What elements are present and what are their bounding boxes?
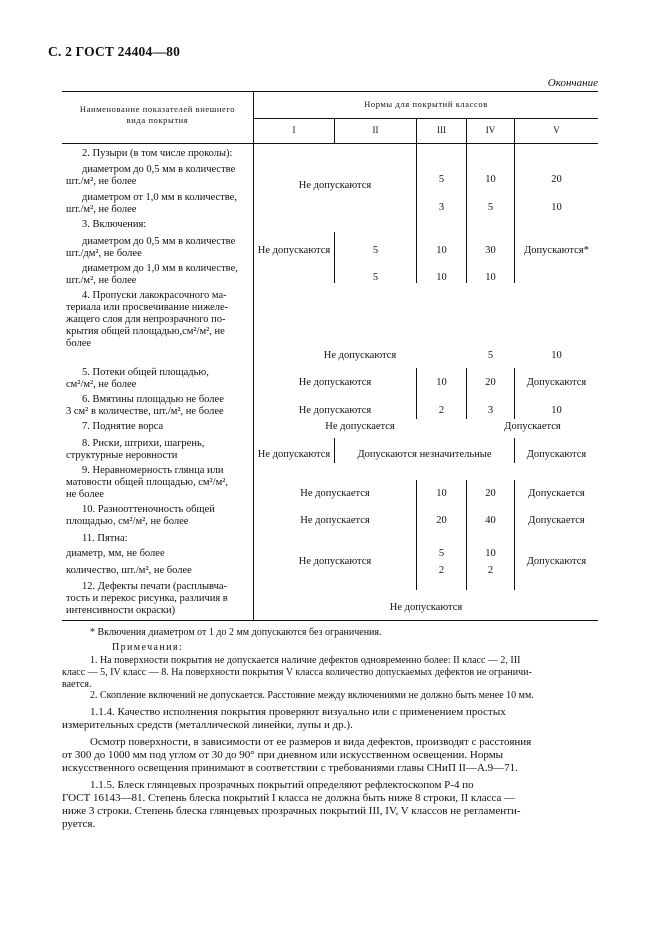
row-inclusions-title: 3. Включения: bbox=[82, 219, 147, 230]
row-shade-line2: площадью, см²/м², не более bbox=[66, 516, 189, 527]
row-spots-title: 11. Пятна: bbox=[82, 533, 128, 544]
cell-inclusions-a-ii: 5 bbox=[372, 245, 379, 256]
cell-bubbles-b-v: 10 bbox=[551, 202, 562, 213]
cell-print-not-allowed: Не допускаются bbox=[389, 602, 463, 613]
class-label-i: I bbox=[292, 125, 296, 135]
cell-drips-not-allowed: Не допускаются bbox=[298, 377, 372, 388]
cell-bubbles-b-iii: 3 bbox=[438, 202, 445, 213]
row-inclusions-b-line1: диаметром до 1,0 мм в количестве, bbox=[82, 263, 238, 274]
row-dents-line1: 6. Вмятины площадью не более bbox=[82, 394, 224, 405]
cell-scratches-class1: Не допускаются bbox=[257, 449, 331, 460]
cell-drips-v: Допускаются bbox=[526, 377, 587, 388]
cell-spots-a-iii: 5 bbox=[438, 548, 445, 559]
cell-shade-v: Допускается bbox=[528, 515, 585, 526]
cell-nap-not-allowed: Не допускается bbox=[325, 421, 395, 432]
row-spots-count: количество, шт./м², не более bbox=[66, 565, 192, 576]
row-bubbles-title: 2. Пузыри (в том числе проколы): bbox=[82, 148, 233, 159]
cell-skips-iv: 5 bbox=[487, 350, 494, 361]
row-scratches-line1: 8. Риски, штрихи, шагрень, bbox=[82, 438, 205, 449]
row-scratches-line2: структурные неровности bbox=[66, 450, 178, 461]
cell-inclusions-a-iii: 10 bbox=[436, 245, 447, 256]
cell-inclusions-b-iv: 10 bbox=[485, 272, 496, 283]
cell-drips-iv: 20 bbox=[485, 377, 496, 388]
cell-gloss-v: Допускается bbox=[528, 488, 585, 499]
cell-inclusions-b-iii: 10 bbox=[436, 272, 447, 283]
row-spots-diameter: диаметр, мм, не более bbox=[66, 548, 165, 559]
row-shade-line1: 10. Разнооттеночность общей bbox=[82, 504, 215, 515]
row-bubbles-a-line2: шт./м², не более bbox=[66, 176, 137, 187]
footnote: * Включения диаметром от 1 до 2 мм допускаются без ограничения. bbox=[90, 627, 382, 638]
row-nap-label: 7. Поднятие ворса bbox=[82, 421, 164, 432]
cell-inclusions-a-iv: 30 bbox=[485, 245, 496, 256]
cell-drips-iii: 10 bbox=[436, 377, 447, 388]
cell-dents-iv: 3 bbox=[487, 405, 494, 416]
row-drips-line2: см²/м², не более bbox=[66, 379, 137, 390]
class-label-iii: III bbox=[437, 125, 446, 135]
cell-spots-b-iii: 2 bbox=[438, 565, 445, 576]
row-dents-line2: 3 см² в количестве, шт./м², не более bbox=[66, 406, 224, 417]
cell-spots-b-iv: 2 bbox=[487, 565, 494, 576]
cell-spots-class5: Допускаются bbox=[526, 556, 587, 567]
note-2: 2. Скопление включений не допускается. Расстояние между включениями не должно быть менее 10 мм. bbox=[90, 690, 534, 701]
cell-gloss-iv: 20 bbox=[485, 488, 496, 499]
cell-gloss-not-allowed: Не допускается bbox=[300, 488, 370, 499]
cell-skips-not-allowed: Не допускаются bbox=[323, 350, 397, 361]
page-header: С. 2 ГОСТ 24404—80 bbox=[48, 44, 181, 59]
col-header-norms: Нормы для покрытий классов bbox=[364, 99, 488, 109]
cell-dents-not-allowed: Не допускаются bbox=[298, 405, 372, 416]
cell-shade-iii: 20 bbox=[436, 515, 447, 526]
cell-inclusions-b-ii: 5 bbox=[372, 272, 379, 283]
class-label-iv: IV bbox=[485, 125, 496, 135]
cell-shade-not-allowed: Не допускается bbox=[300, 515, 370, 526]
row-inclusions-a-line1: диаметром до 0,5 мм в количестве bbox=[82, 236, 236, 247]
cell-skips-v: 10 bbox=[551, 350, 562, 361]
cell-inclusions-class1: Не допускаются bbox=[257, 245, 331, 256]
row-inclusions-b-line2: шт./м², не более bbox=[66, 275, 137, 286]
row-bubbles-b-line2: шт./м², не более bbox=[66, 204, 137, 215]
cell-gloss-iii: 10 bbox=[436, 488, 447, 499]
cell-bubbles-not-allowed: Не допускаются bbox=[298, 180, 372, 191]
row-inclusions-a-line2: шт./дм², не более bbox=[66, 248, 142, 259]
row-bubbles-b-line1: диаметром от 1,0 мм в количестве, bbox=[82, 192, 237, 203]
cell-scratches-minor: Допускаются незначительные bbox=[357, 449, 492, 460]
continuation-label: Окончание bbox=[547, 77, 598, 89]
cell-spots-a-iv: 10 bbox=[485, 548, 496, 559]
cell-dents-v: 10 bbox=[551, 405, 562, 416]
cell-dents-iii: 2 bbox=[438, 405, 445, 416]
class-label-ii: II bbox=[372, 125, 379, 135]
cell-bubbles-a-iii: 5 bbox=[438, 174, 445, 185]
cell-scratches-class5: Допускаются bbox=[526, 449, 587, 460]
cell-shade-iv: 40 bbox=[485, 515, 496, 526]
cell-bubbles-a-v: 20 bbox=[551, 174, 562, 185]
cell-spots-not-allowed: Не допускаются bbox=[298, 556, 372, 567]
row-bubbles-a-line1: диаметром до 0,5 мм в количестве bbox=[82, 164, 236, 175]
cell-bubbles-a-iv: 10 bbox=[485, 174, 496, 185]
row-drips-line1: 5. Потеки общей площадью, bbox=[82, 367, 209, 378]
col-header-name: Наименование показателей внешнего вида покрытия bbox=[79, 104, 236, 125]
class-label-v: V bbox=[553, 125, 560, 135]
notes-title: Примечания: bbox=[112, 642, 184, 653]
cell-inclusions-a-v: Допускаются* bbox=[524, 245, 589, 256]
cell-nap-allowed: Допускается bbox=[504, 421, 561, 432]
cell-bubbles-b-iv: 5 bbox=[487, 202, 494, 213]
